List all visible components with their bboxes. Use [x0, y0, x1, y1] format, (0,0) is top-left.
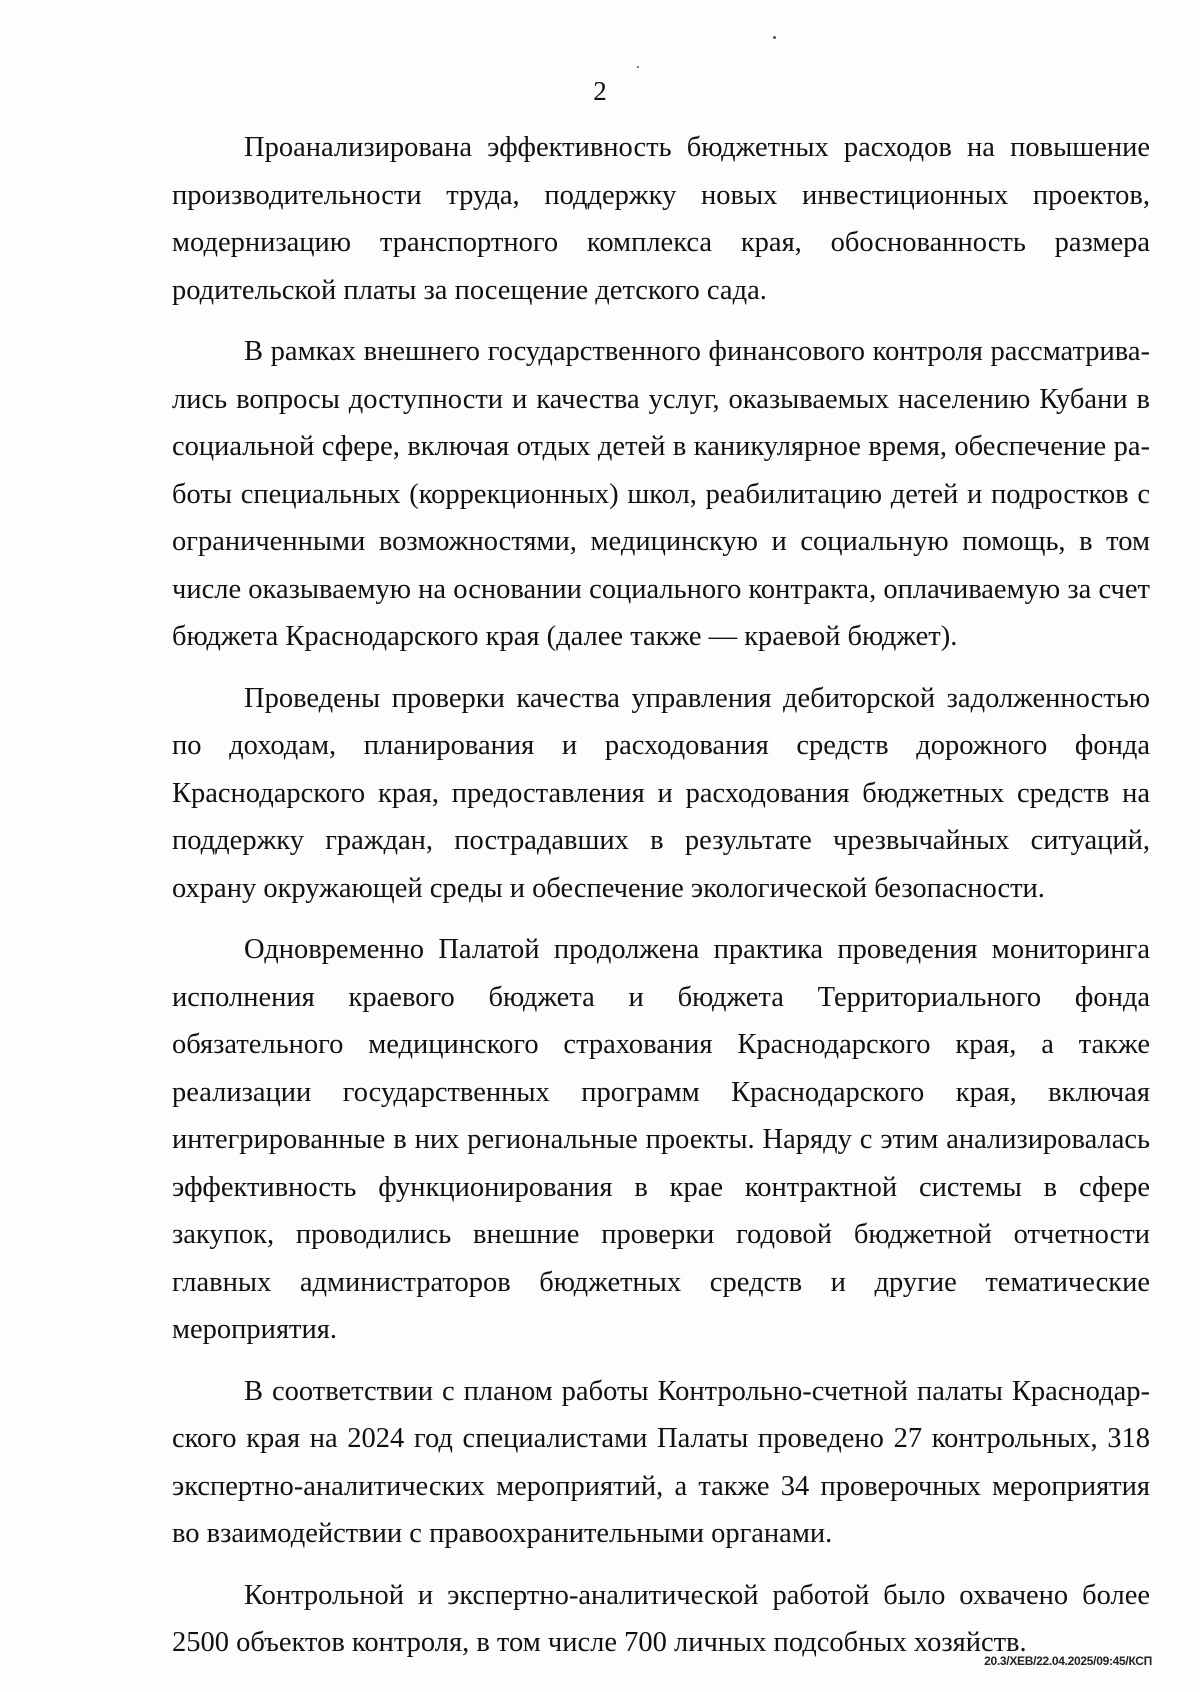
registration-stamp: 20.3/ХЕВ/22.04.2025/09:45/КСП [984, 1654, 1152, 1668]
scan-speck [637, 66, 639, 68]
paragraph: Проведены проверки качества управления дебиторской задолженностью по доходам, планирования и расходования средств дорожного фонда Краснодарского края, предоставления и расходования бюджетных средств на поддержку граждан, пострадавших в результате чрезвычайных ситуаций, охрану окружающей среды и обеспечение экологической безопасности. [172, 682, 1150, 904]
paragraph: В рамках внешнего государственного финансового контроля рассматривались вопросы доступности и качества услуг, оказываемых населению Кубани в социальной сфере, включая отдых детей в каникулярное время, обеспечение работы специальных (коррекционных) школ, реабилитацию детей и подростков с ограниченными возможностями, медицинскую и социальную помощь, в том числе оказываемую на основании социального контракта, оплачиваемую за счет бюджета Краснодарского края (далее также — краевой бюджет). [172, 336, 1150, 652]
page-number: 2 [593, 76, 607, 106]
paragraph: Контрольной и экспертно-аналитической работой было охвачено более 2500 объектов контроля, в том числе 700 личных подсобных хозяйств. [172, 1579, 1150, 1658]
scan-speck [773, 36, 776, 39]
paragraph: Проанализирована эффективность бюджетных расходов на повышение производительности труда, поддержку новых инвестиционных проектов, модернизацию транспортного комплекса края, обоснованность размера родительской платы за посещение детского сада. [172, 132, 1150, 306]
paragraph: В соответствии с планом работы Контрольно-счетной палаты Краснодарского края на 2024 год специалистами Палаты проведено 27 контрольных, 318 экспертно-аналитических мероприятий, а также 34 проверочных мероприятия во взаимодействии с правоохранительными органами. [172, 1375, 1150, 1549]
paragraph: Одновременно Палатой продолжена практика проведения мониторинга исполнения краевого бюджета и бюджета Территориального фонда обязательного медицинского страхования Краснодарского края, а также реализации государственных программ Краснодарского края, включая интегрированные в них региональные проекты. Наряду с этим анализировалась эффективность функционирования в крае контрактной системы в сфере закупок, проводились внешние проверки годовой бюджетной отчетности главных администраторов бюджетных средств и другие тематические мероприятия. [172, 934, 1150, 1345]
document-body [172, 124, 1150, 1681]
